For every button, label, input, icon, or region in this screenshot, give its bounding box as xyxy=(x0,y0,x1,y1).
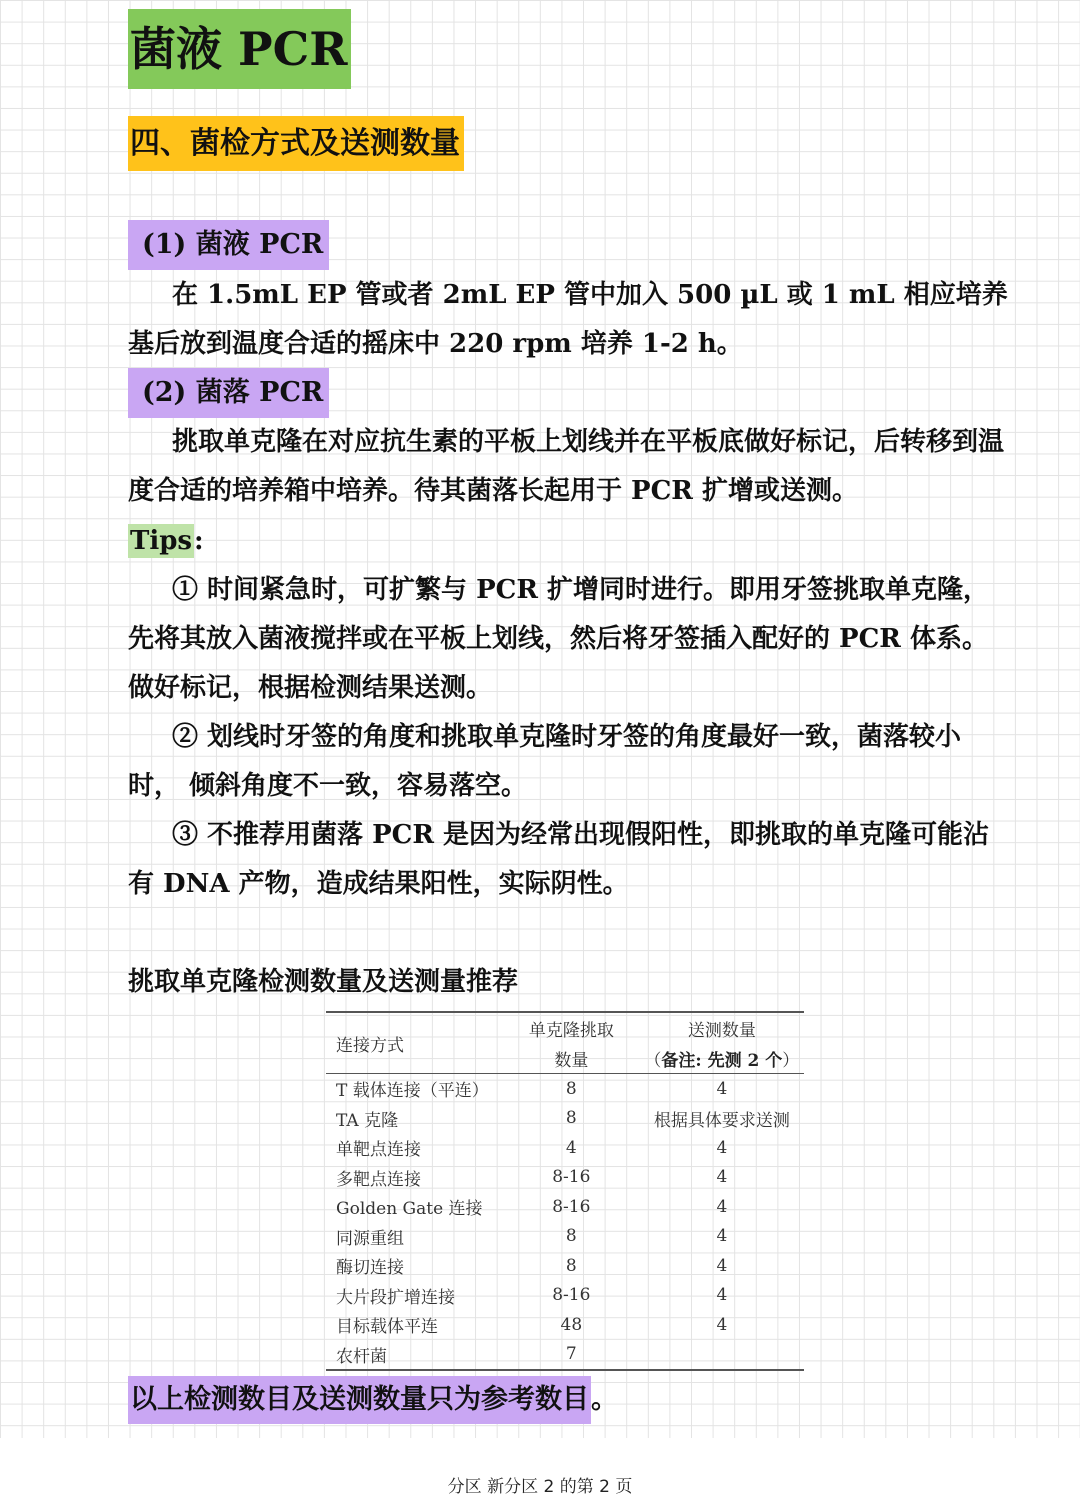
header-send-line1: 送测数量 xyxy=(640,1012,804,1043)
cell-send: 4 xyxy=(716,1255,728,1276)
page-title: 菌液 PCR xyxy=(128,9,351,89)
cell-pick: 7 xyxy=(503,1340,640,1371)
table-row xyxy=(326,1104,804,1134)
cell-pick: 8 xyxy=(565,1226,577,1247)
table-row xyxy=(326,1074,804,1104)
section-heading: 四、菌检方式及送测数量 xyxy=(128,116,464,171)
header-pick-line2: 数量 xyxy=(503,1043,640,1074)
cell-method: Golden Gate 连接 xyxy=(336,1199,483,1220)
cell-send: 4 xyxy=(716,1285,728,1306)
cell-send: 4 xyxy=(716,1196,728,1217)
table-row xyxy=(326,1192,804,1222)
cell-pick: 8-16 xyxy=(552,1196,591,1217)
table-row xyxy=(326,1163,804,1193)
footer-note-period: 。 xyxy=(591,1384,618,1415)
tips-colon: : xyxy=(194,526,204,556)
table-row xyxy=(326,1251,804,1281)
table-row xyxy=(326,1340,804,1371)
cell-method: 农杆菌 xyxy=(326,1340,503,1371)
cell-send: 4 xyxy=(716,1226,728,1247)
tips-label: Tips xyxy=(130,526,193,556)
tips-heading xyxy=(128,517,204,566)
header-send-note: 备注: 先测 2 个 xyxy=(661,1050,783,1071)
cell-pick: 8 xyxy=(565,1108,577,1129)
cell-send: 4 xyxy=(716,1078,728,1099)
cell-method: 单靶点连接 xyxy=(336,1140,421,1161)
cell-send: 4 xyxy=(716,1167,728,1188)
cell-method: 同源重组 xyxy=(336,1228,404,1249)
cell-pick: 8-16 xyxy=(552,1285,591,1306)
header-pick-line1: 单克隆挑取 xyxy=(503,1012,640,1043)
cell-pick: 8 xyxy=(565,1255,577,1276)
page-footer: 分区 新分区 2 的第 2 页 xyxy=(447,1477,633,1497)
cell-send xyxy=(640,1340,804,1371)
cell-method: 目标载体平连 xyxy=(336,1317,438,1338)
cell-send: 4 xyxy=(716,1137,728,1158)
tip-item-2: ② 划线时牙签的角度和挑取单克隆时牙签的角度最好一致，菌落较小时， 倾斜角度不一致，容易落空。 xyxy=(128,722,962,801)
header-send-paren-close: ） xyxy=(782,1050,800,1071)
header-send-paren-open: （ xyxy=(644,1050,662,1071)
cell-pick: 8-16 xyxy=(552,1167,591,1188)
subsection-label-liquid-pcr: (1) 菌液 PCR xyxy=(128,220,329,270)
table-row xyxy=(326,1310,804,1340)
subsection-label-colony-pcr: (2) 菌落 PCR xyxy=(128,368,329,418)
footer-note: 以上检测数目及送测数量只为参考数目 xyxy=(128,1376,591,1424)
cell-pick: 48 xyxy=(560,1314,583,1335)
cell-pick: 8 xyxy=(565,1078,577,1099)
recommendation-table xyxy=(326,1011,804,1371)
cell-method: 多靶点连接 xyxy=(336,1169,421,1190)
cell-send: 4 xyxy=(716,1314,728,1335)
header-send-line2 xyxy=(640,1043,804,1074)
paragraph-colony-pcr: 挑取单克隆在对应抗生素的平板上划线并在平板底做好标记，后转移到温度合适的培养箱中培养。待其菌落长起用于 PCR 扩增或送测。 xyxy=(128,427,1005,506)
cell-method: 大片段扩增连接 xyxy=(336,1287,455,1308)
cell-method: 酶切连接 xyxy=(336,1258,404,1279)
paragraph-liquid-pcr: 在 1.5mL EP 管或者 2mL EP 管中加入 500 µL 或 1 mL 相应培养基后放到温度合适的摇床中 220 rpm 培养 1-2 h。 xyxy=(128,280,1008,359)
tip-item-3: ③ 不推荐用菌落 PCR 是因为经常出现假阳性，即挑取的单克隆可能沾有 DNA 产物，造成结果阳性，实际阴性。 xyxy=(128,820,990,899)
table-title: 挑取单克隆检测数量及送测量推荐 xyxy=(128,967,519,997)
header-method: 连接方式 xyxy=(326,1012,503,1074)
table-row xyxy=(326,1133,804,1163)
cell-send: 根据具体要求送测 xyxy=(653,1110,790,1131)
table-row xyxy=(326,1222,804,1252)
tip-item-1: ① 时间紧急时，可扩繁与 PCR 扩增同时进行。即用牙签挑取单克隆，先将其放入菌液搅拌或在平板上划线，然后将牙签插入配好的 PCR 体系。做好标记，根据检测结果送测。 xyxy=(128,575,990,703)
cell-method: T 载体连接（平连） xyxy=(336,1081,489,1102)
cell-pick: 4 xyxy=(565,1137,577,1158)
cell-method: TA 克隆 xyxy=(336,1110,399,1131)
footer-note-line xyxy=(128,1376,618,1424)
table-row xyxy=(326,1281,804,1311)
